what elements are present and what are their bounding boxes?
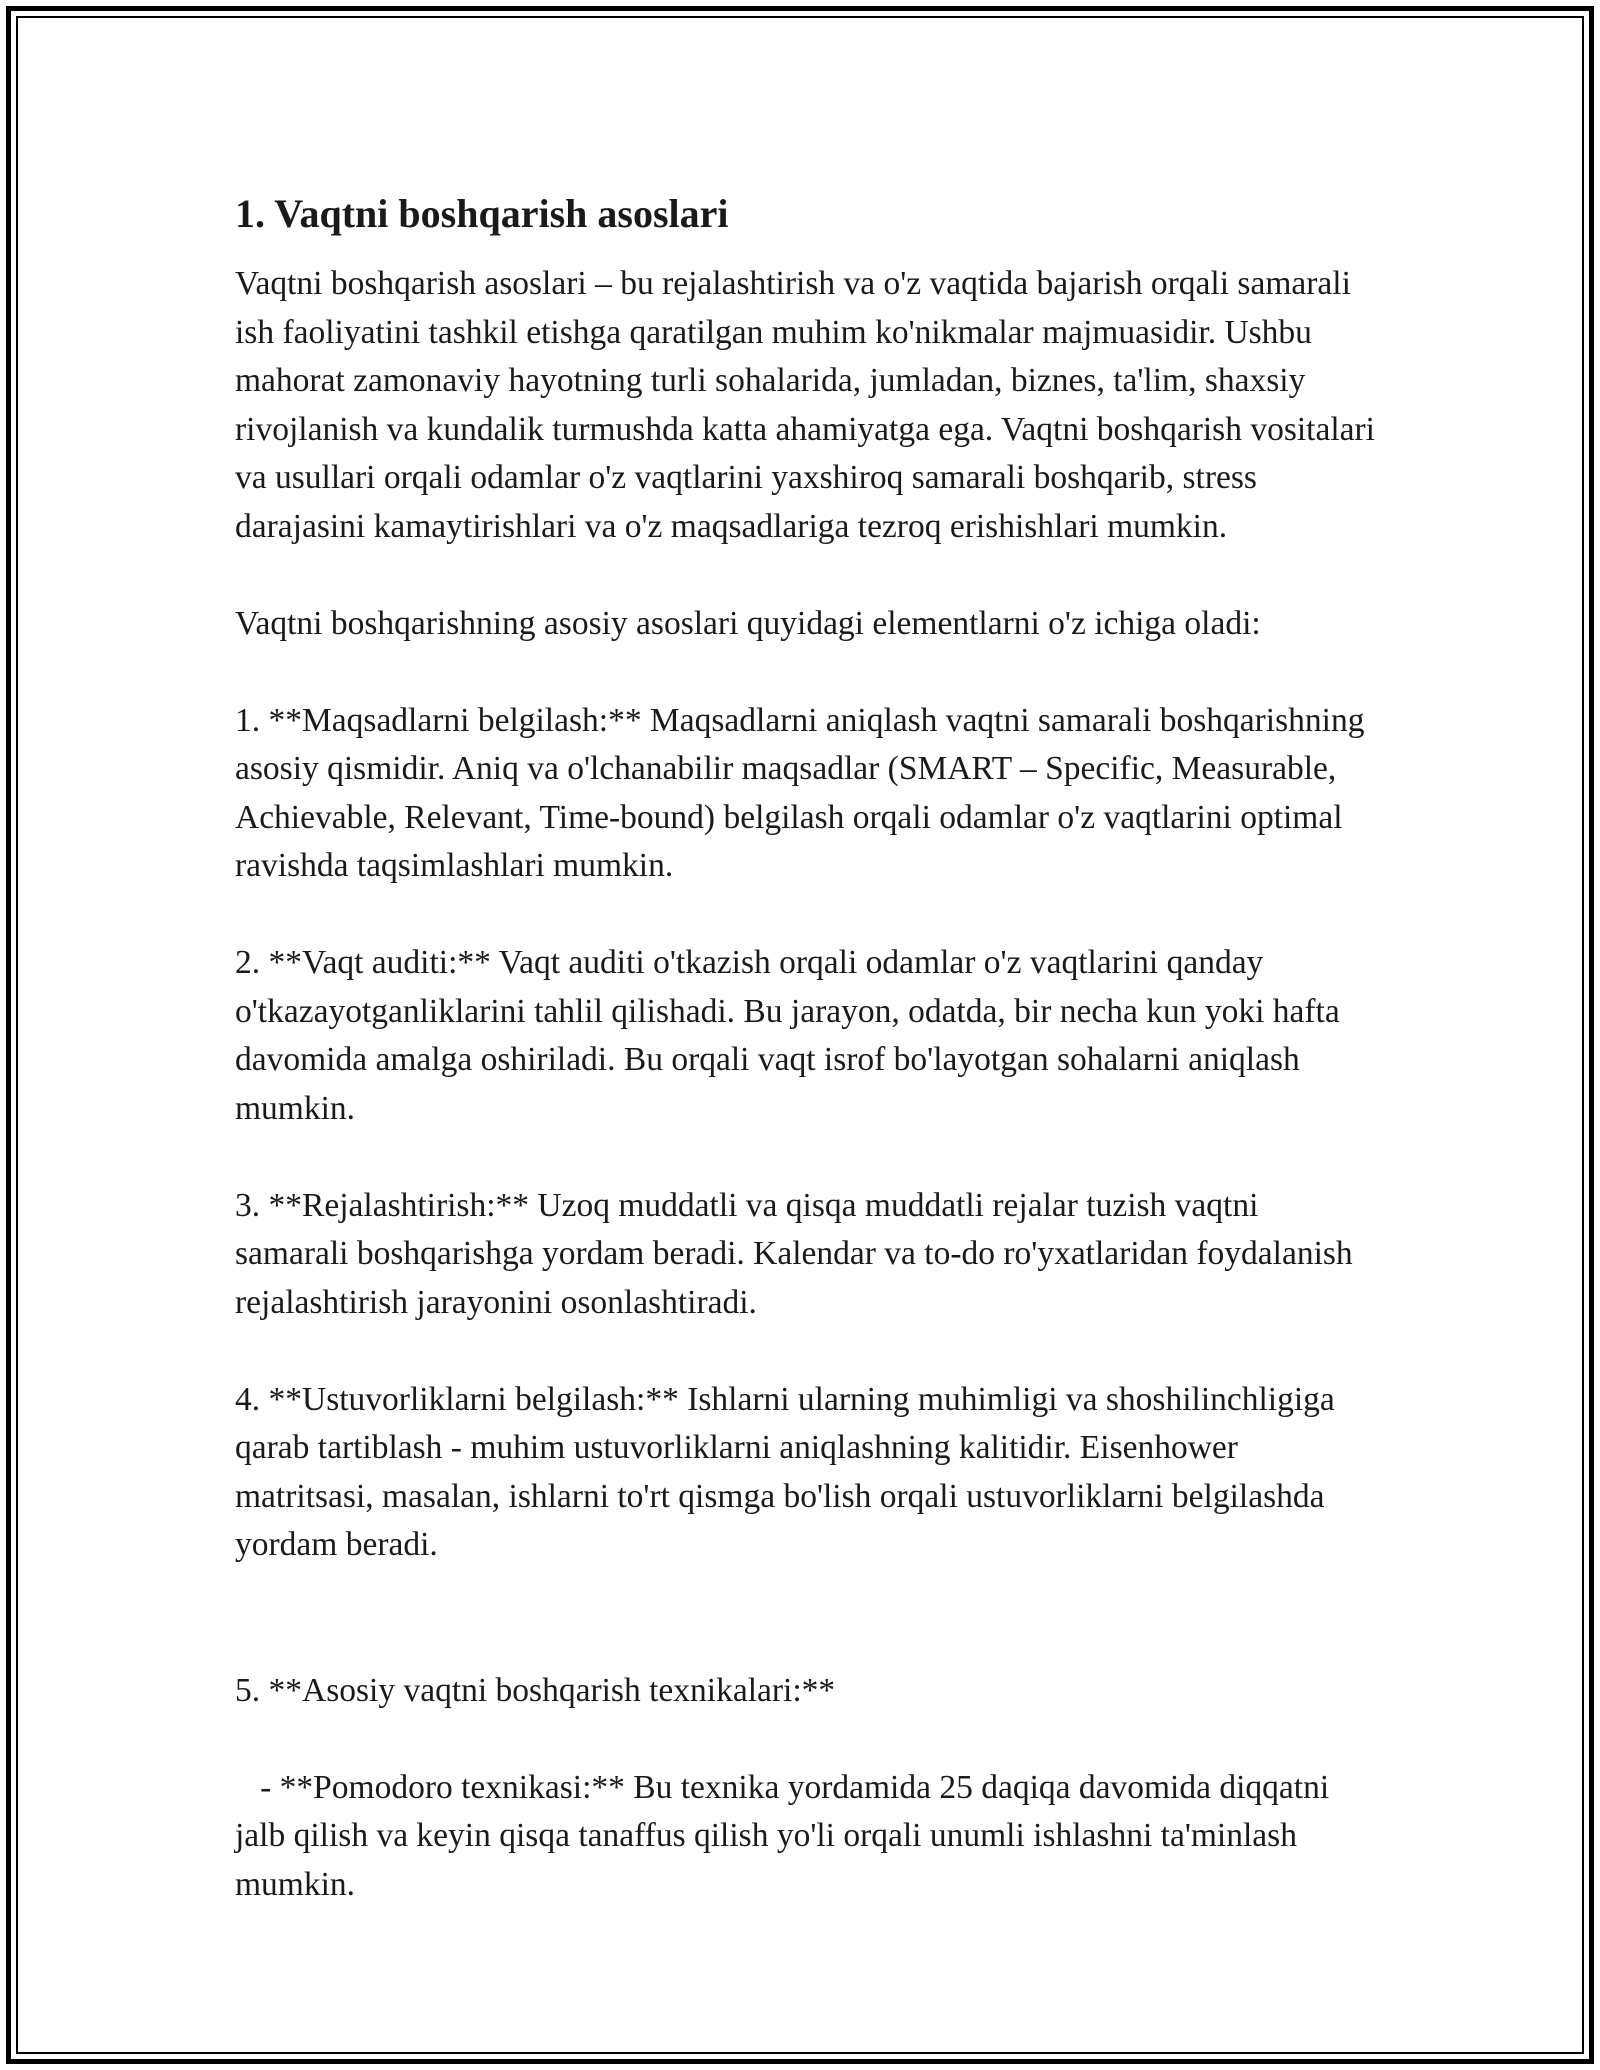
list-item-techniques xyxy=(235,1618,1375,1958)
document-body xyxy=(235,190,1375,1958)
list-item-time-audit: 2. **Vaqt auditi:** Vaqt auditi o'tkazish orqali odamlar o'z vaqtlarini qanday o'tkazayotganliklarini tahlil qilishadi. Bu jarayon, odatda, bir necha kun yoki hafta davomida amalga oshiriladi. Bu orqali vaqt isrof bo'layotgan sohalarni aniqlash mumkin. xyxy=(235,944,1340,1127)
section-heading: 1. Vaqtni boshqarish asoslari xyxy=(235,191,729,236)
list-item-techniques-title: 5. **Asosiy vaqtni boshqarish texnikalari:** xyxy=(235,1671,836,1709)
list-item-goals: 1. **Maqsadlarni belgilash:** Maqsadlarni aniqlash vaqtni samarali boshqarishning asosiy qismidir. Aniq va o'lchanabilir maqsadlar (SMART – Specific, Measurable, Achievable, Relevant, Time-bound) belgilash orqali odamlar o'z vaqtlarini optimal ravishda taqsimlashlari mumkin. xyxy=(235,701,1365,884)
elements-intro-paragraph: Vaqtni boshqarishning asosiy asoslari quyidagi elementlarni o'z ichiga oladi: xyxy=(235,604,1261,642)
list-item-priorities: 4. **Ustuvorliklarni belgilash:** Ishlarni ularning muhimligi va shoshilinchligiga qarab tartiblash - muhim ustuvorliklarni aniqlashning kalitidir. Eisenhower matritsasi, masalan, ishlarni to'rt qismga bo'lish orqali ustuvorliklarni belgilashda yordam beradi. xyxy=(235,1380,1335,1563)
intro-paragraph: Vaqtni boshqarish asoslari – bu rejalashtirish va o'z vaqtida bajarish orqali samarali ish faoliyatini tashkil etishga qaratilgan muhim ko'nikmalar majmuasidir. Ushbu mahorat zamonaviy hayotning turli sohalarida, jumladan, biznes, ta'lim, shaxsiy rivojlanish va kundalik turmushda katta ahamiyatga ega. Vaqtni boshqarish vositalari va usullari orqali odamlar o'z vaqtlarini yaxshiroq samarali boshqarib, stress darajasini kamaytirishlari va o'z maqsadlariga tezroq erishishlari mumkin. xyxy=(235,265,1375,545)
sub-item-pomodoro: - **Pomodoro texnikasi:** Bu texnika yordamida 25 daqiqa davomida diqqatni jalb qilish va keyin qisqa tanaffus qilish yo'li orqali unumli ishlashni ta'minlash mumkin. xyxy=(235,1768,1338,1903)
list-item-planning: 3. **Rejalashtirish:** Uzoq muddatli va qisqa muddatli rejalar tuzish vaqtni samarali boshqarishga yordam beradi. Kalendar va to-do ro'yxatlaridan foydalanish rejalashtirish jarayonini osonlashtiradi. xyxy=(235,1186,1353,1321)
